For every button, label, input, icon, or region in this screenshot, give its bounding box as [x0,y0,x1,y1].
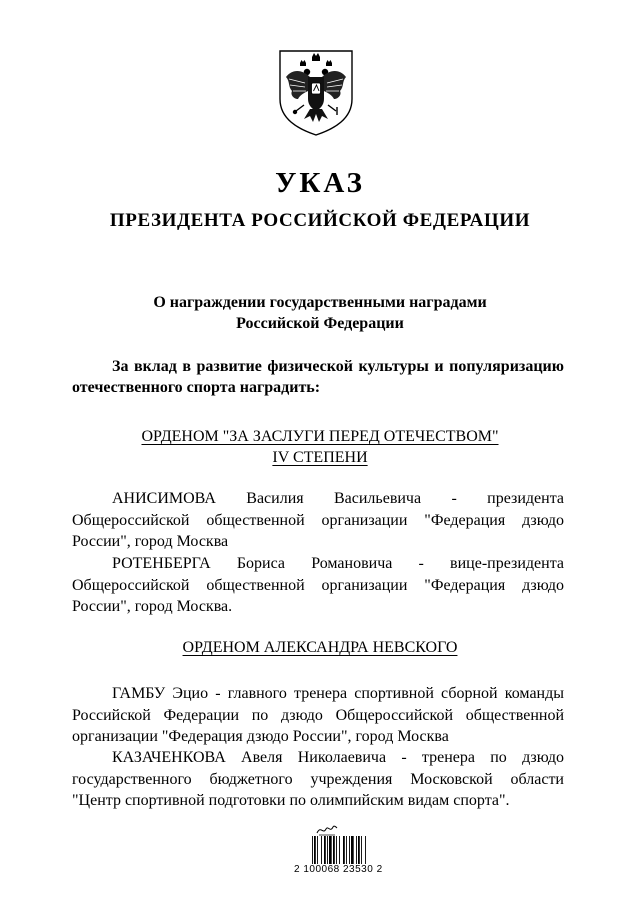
order-heading-line: IV СТЕПЕНИ [272,449,368,466]
subject-line: О награждении государственными наградами [153,294,487,311]
barcode-number: 2 100068 23530 2 [294,864,383,875]
preamble-line: отечественного спорта наградить: [72,379,321,396]
order-heading [0,637,640,658]
decree-title: УКАЗ [275,167,365,199]
awardee-line: "Центр спортивной подготовки по олимпийским видам спорта". [72,792,510,810]
awardee-line: Общероссийской общественной организации "Федерация дзюдо [72,576,564,594]
awardee-entry [72,488,564,553]
awardee-line: ГАМБУ Эцио - главного тренера спортивной сборной команды [112,685,564,702]
awardee-line: Общероссийской общественной организации "Федерация дзюдо [72,511,564,529]
awardee-line: РОТЕНБЕРГА Бориса Романовича - вице-президента [112,555,564,572]
decree-subtitle: ПРЕЗИДЕНТА РОССИЙСКОЙ ФЕДЕРАЦИИ [109,210,531,231]
awardee-entry [72,683,564,748]
signature-mark [314,823,340,837]
order-heading-line: ОРДЕНОМ АЛЕКСАНДРА НЕВСКОГО [182,639,458,656]
awardee-line: России", город Москва. [72,598,233,616]
order-heading [0,426,640,468]
awardee-line: России", город Москва [72,533,229,551]
decree-subject [0,292,640,334]
awardee-line: государственного бюджетного учреждения Московской области [72,770,564,788]
subject-line: Российской Федерации [236,315,404,332]
awardee-line: Российской Федерации по дзюдо Общероссийской общественной [72,706,564,724]
awardee-line: организации "Федерация дзюдо России", город Москва [72,728,449,746]
decree-preamble [72,356,564,398]
awardee-entry [72,553,564,618]
awardee-line: КАЗАЧЕНКОВА Авеля Николаевича - тренера по дзюдо [112,749,564,766]
order-heading-line: ОРДЕНОМ "ЗА ЗАСЛУГИ ПЕРЕД ОТЕЧЕСТВОМ" [141,428,499,445]
coat-of-arms-icon [274,47,358,137]
awardee-line: АНИСИМОВА Василия Васильевича - президента [112,490,564,507]
awardee-entry [72,747,564,812]
preamble-line: За вклад в развитие физической культуры и популяризацию [112,358,564,375]
barcode-icon [312,836,392,864]
